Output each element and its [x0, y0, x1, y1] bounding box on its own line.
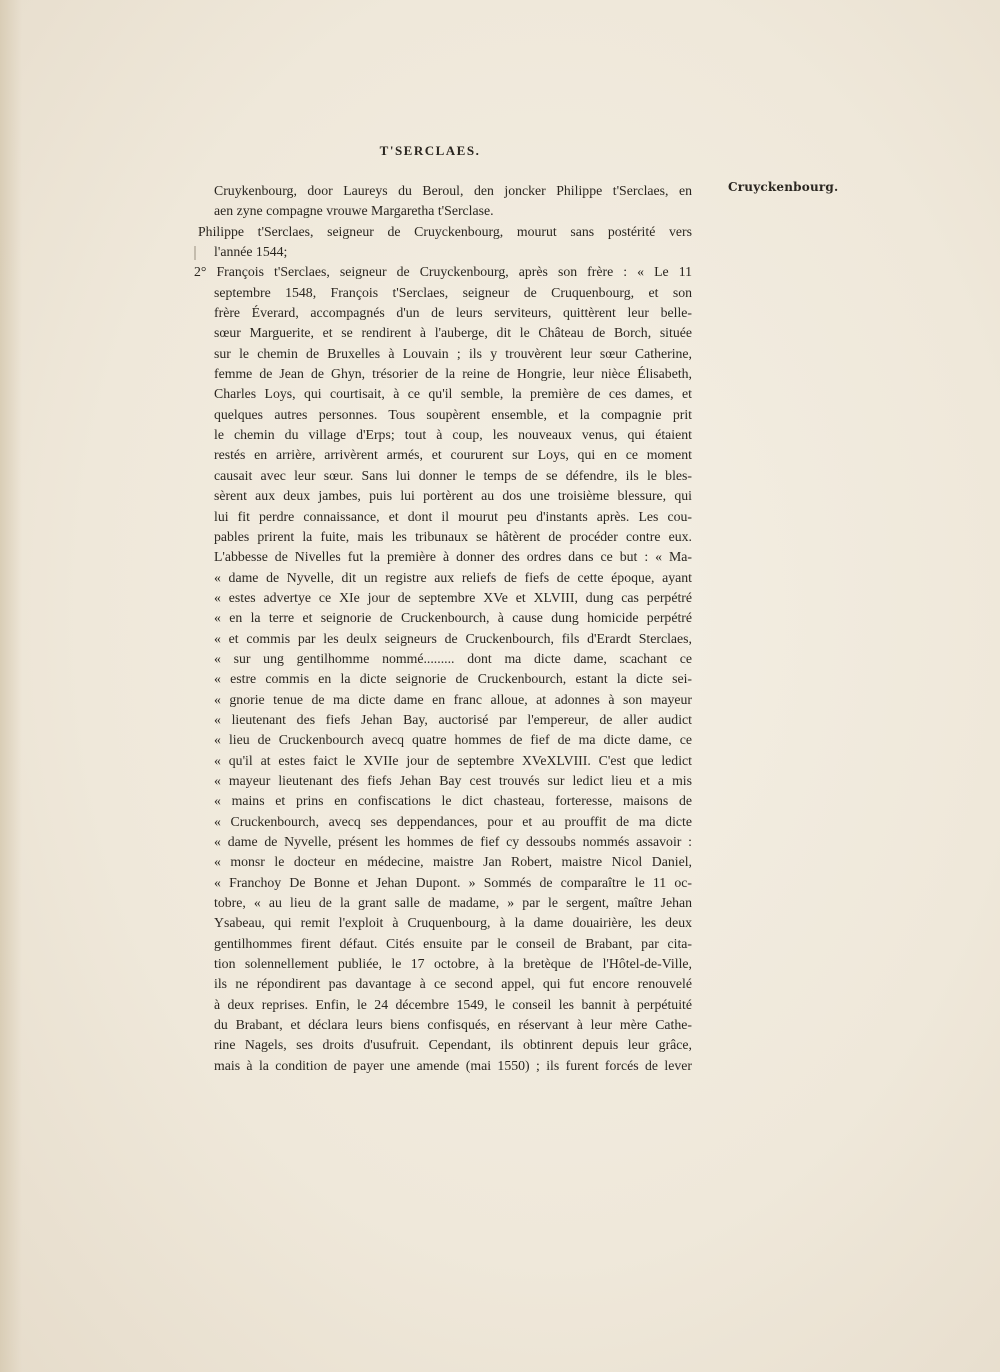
text-line: frère Éverard, accompagnés d'un de leurs serviteurs, quittèrent leur belle- — [214, 305, 692, 321]
text-line: Charles Loys, qui courtisait, à ce qu'il semble, la première de ces dames, et — [214, 386, 692, 402]
text-line: aen zyne compagne vrouwe Margaretha t'Serclase. — [214, 203, 494, 219]
text-line: Ysabeau, qui remit l'exploit à Cruquenbourg, à la dame douairière, les deux — [214, 915, 692, 931]
text-line: « lieutenant des fiefs Jehan Bay, auctorisé par l'empereur, de aller audict — [214, 711, 692, 727]
text-line: « dame de Nyvelle, présent les hommes de fief cy dessoubs nommés assavoir : — [214, 834, 692, 849]
text-line: l'année 1544; — [214, 244, 288, 260]
text-line: L'abbesse de Nivelles fut la première à donner des ordres dans ce but : « Ma- — [214, 549, 692, 565]
text-line: ils ne répondirent pas davantage à ce second appel, qui fut encore renouvelé — [214, 976, 692, 992]
text-line: quelques autres personnes. Tous soupèrent ensemble, et la compagnie prit — [214, 406, 692, 422]
margin-note: Cruyckenbourg. — [728, 180, 839, 194]
text-line: gentilhommes firent défaut. Cités ensuite par le conseil de Brabant, par cita- — [214, 935, 692, 951]
text-line: à deux reprises. Enfin, le 24 décembre 1549, le conseil les bannit à perpétuité — [214, 996, 692, 1012]
body-text — [194, 181, 692, 1076]
text-line: « mayeur lieutenant des fiefs Jehan Bay cest trouvés sur ledict lieu et a mis — [214, 772, 692, 788]
text-line: « dame de Nyvelle, dit un registre aux reliefs de fiefs de cette époque, ayant — [214, 569, 692, 585]
text-line: le chemin du village d'Erps; tout à coup, les nouveaux venus, qui étaient — [214, 427, 692, 443]
text-line: « qu'il at estes faict le XVIIe jour de septembre XVeXLVIII. C'est que ledict — [214, 752, 692, 768]
text-line: causait avec leur sœur. Sans lui donner le temps de se défendre, ils le bles- — [214, 467, 692, 483]
text-line: lui fit perdre connaissance, et dont il mourut peu d'instants après. Les cou- — [214, 508, 692, 524]
text-line: sèrent aux deux jambes, puis lui portèrent au dos une troisième blessure, qui — [214, 488, 692, 504]
text-line: « sur ung gentilhomme nommé......... dont ma dicte dame, scachant ce — [214, 650, 692, 666]
text-line: « mains et prins en confiscations le dict chasteau, forteresse, maisons de — [214, 793, 692, 809]
text-line: rine Nagels, ses droits d'usufruit. Cependant, ils obtinrent depuis leur grâce, — [214, 1037, 692, 1053]
text-line: sœur Marguerite, et se rendirent à l'auberge, dit le Château de Borch, située — [214, 325, 692, 341]
text-line: restés en arrière, arrivèrent armés, et coururent sur Loys, qui en ce moment — [214, 447, 692, 463]
text-line: 2° François t'Serclaes, seigneur de Cruyckenbourg, après son frère : « Le 11 — [194, 264, 692, 280]
text-line: Philippe t'Serclaes, seigneur de Cruyckenbourg, mourut sans postérité vers — [198, 223, 692, 239]
text-line: « lieu de Cruckenbourch avecq quatre hommes de fief de ma dicte dame, ce — [214, 732, 692, 748]
text-line: « gnorie tenue de ma dicte dame en franc alloue, at adonnes à son mayeur — [214, 691, 692, 707]
text-line: sur le chemin de Bruxelles à Louvain ; ils y trouvèrent leur sœur Catherine, — [214, 345, 692, 361]
text-line: tion solennellement publiée, le 17 octobre, à la bretèque de l'Hôtel-de-Ville, — [214, 956, 692, 972]
text-line: femme de Jean de Ghyn, trésorier de la reine de Hongrie, leur nièce Élisabeth, — [214, 366, 692, 382]
text-line: pables prirent la fuite, mais les tribunaux se hâtèrent de procéder contre eux. — [214, 528, 692, 544]
text-line: du Brabant, et déclara leurs biens confisqués, en réservant à leur mère Cathe- — [214, 1017, 692, 1033]
text-line: Cruykenbourg, door Laureys du Beroul, den joncker Philippe t'Serclaes, en — [214, 183, 692, 198]
text-line: « Franchoy De Bonne et Jehan Dupont. » Sommés de comparaître le 11 oc- — [214, 874, 692, 890]
text-line: « estre commis en la dicte seignorie de Cruckenbourch, estant la dicte sei- — [214, 671, 692, 687]
margin-mark — [194, 246, 196, 260]
gutter-shadow — [0, 0, 22, 1372]
text-line: « et commis par les deulx seigneurs de Cruckenbourch, fils d'Erardt Sterclaes, — [214, 630, 692, 646]
text-line: septembre 1548, François t'Serclaes, seigneur de Cruquenbourg, et son — [214, 284, 692, 300]
text-line: mais à la condition de payer une amende (mai 1550) ; ils furent forcés de lever — [214, 1057, 692, 1073]
text-line: « Cruckenbourch, avecq ses deppendances, pour et au prouffit de ma dicte — [214, 813, 692, 829]
text-line: « estes advertye ce XIe jour de septembre XVe et XLVIII, dung cas perpétré — [214, 589, 692, 605]
text-line: tobre, « au lieu de la grant salle de madame, » par le sergent, maître Jehan — [214, 895, 692, 911]
text-line: « monsr le docteur en médecine, maistre Jan Robert, maistre Nicol Daniel, — [214, 854, 692, 870]
running-head: T'SERCLAES. — [379, 143, 481, 158]
text-line: « en la terre et seignorie de Cruckenbourch, à cause dung homicide perpétré — [214, 610, 692, 626]
